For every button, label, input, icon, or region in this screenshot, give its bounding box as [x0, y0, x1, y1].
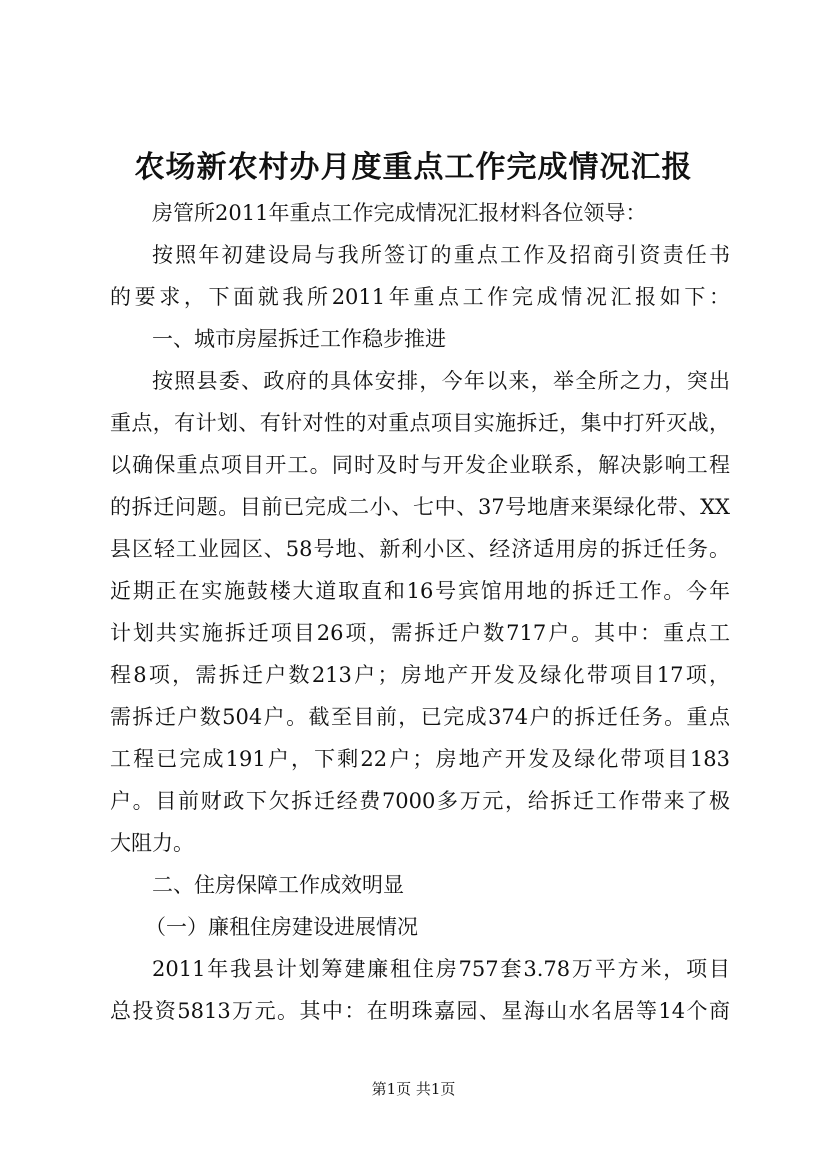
paragraph-line: 计划共实施拆迁项目26项，需拆迁户数717户。其中：重点工 — [110, 621, 730, 645]
paragraph-line: 房管所2011年重点工作完成情况汇报材料各位领导： — [152, 201, 647, 225]
paragraph-line: 大阻力。 — [110, 831, 194, 855]
paragraph-line: 按照年初建设局与我所签订的重点工作及招商引资责任书 — [152, 243, 730, 267]
paragraph-line: 重点，有计划、有针对性的对重点项目实施拆迁，集中打歼灭战， — [110, 411, 730, 435]
paragraph-line: 的拆迁问题。目前已完成二小、七中、37号地唐来渠绿化带、XX — [110, 495, 730, 519]
document-title: 农场新农村办月度重点工作完成情况汇报 — [134, 150, 693, 185]
paragraph-line: 工程已完成191户，下剩22户；房地产开发及绿化带项目183 — [110, 747, 730, 771]
paragraph-line: 程8项，需拆迁户数213户；房地产开发及绿化带项目17项， — [110, 663, 730, 687]
paragraph-line: 户。目前财政下欠拆迁经费7000多万元，给拆迁工作带来了极 — [110, 789, 730, 813]
paragraph-line: 需拆迁户数504户。截至目前，已完成374户的拆迁任务。重点 — [110, 705, 730, 729]
paragraph-line: 总投资5813万元。其中：在明珠嘉园、星海山水名居等14个商 — [110, 999, 730, 1023]
paragraph-line: 县区轻工业园区、58号地、新利小区、经济适用房的拆迁任务。 — [110, 537, 730, 561]
paragraph-line: 近期正在实施鼓楼大道取直和16号宾馆用地的拆迁工作。今年 — [110, 579, 730, 603]
paragraph-line: 按照县委、政府的具体安排，今年以来，举全所之力，突出 — [152, 369, 730, 393]
section-heading: 一、城市房屋拆迁工作稳步推进 — [152, 327, 446, 351]
paragraph-line: 2011年我县计划筹建廉租住房757套3.78万平方米，项目 — [152, 957, 730, 981]
page-footer: 第1页 共1页 — [371, 1080, 456, 1098]
subsection-heading: （一）廉租住房建设进展情况 — [145, 915, 418, 939]
section-heading: 二、住房保障工作成效明显 — [152, 873, 404, 897]
paragraph-line: 的要求，下面就我所2011年重点工作完成情况汇报如下： — [110, 285, 730, 309]
paragraph-line: 以确保重点项目开工。同时及时与开发企业联系，解决影响工程 — [110, 453, 730, 477]
